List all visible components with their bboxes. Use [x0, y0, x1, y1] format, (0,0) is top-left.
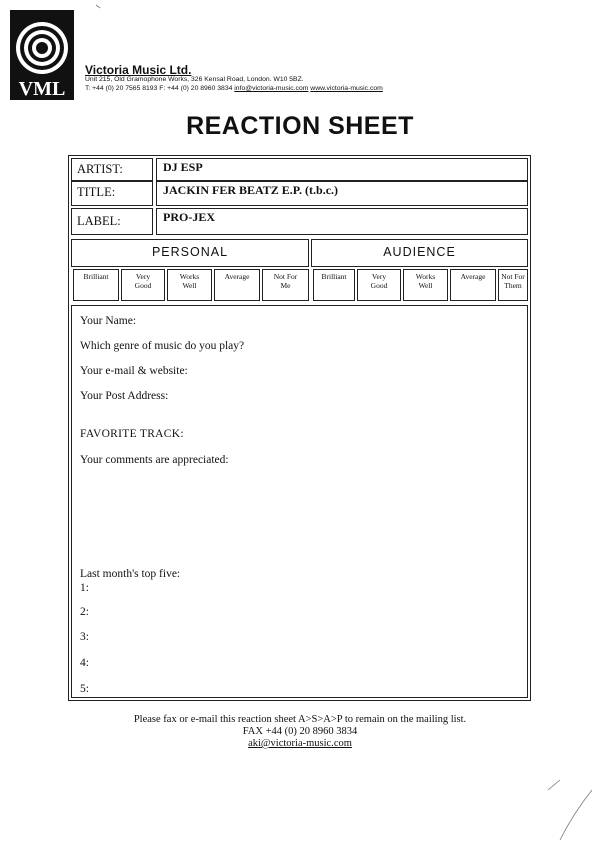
- audience-rating-very-good[interactable]: Very Good: [357, 269, 401, 301]
- personal-rating-brilliant[interactable]: Brilliant: [73, 269, 119, 301]
- audience-rating-brilliant[interactable]: Brilliant: [313, 269, 355, 301]
- top-five-number: 5:: [80, 683, 89, 695]
- favorite-track-label: FAVORITE TRACK:: [80, 428, 184, 440]
- top-five-number: 3:: [80, 631, 89, 643]
- top-five-number: 4:: [80, 657, 89, 669]
- title-value: JACKIN FER BEATZ E.P. (t.b.c.): [163, 183, 339, 197]
- label-value: PRO-JEX: [163, 210, 215, 224]
- audience-section-header: AUDIENCE: [311, 239, 528, 267]
- post-address-label: Your Post Address:: [80, 390, 169, 402]
- footer-fax: FAX +44 (0) 20 8960 3834: [242, 726, 358, 737]
- personal-rating-not-for-me[interactable]: Not For Me: [262, 269, 309, 301]
- top-five-label: Last month's top five:: [80, 568, 181, 580]
- page-title: REACTION SHEET: [186, 112, 414, 140]
- label-label: LABEL:: [77, 214, 121, 228]
- personal-rating-very-good[interactable]: Very Good: [121, 269, 165, 301]
- audience-rating-works-well[interactable]: Works Well: [403, 269, 448, 301]
- artist-value: DJ ESP: [163, 160, 203, 174]
- company-website-link[interactable]: www.victoria-music.com: [310, 85, 383, 92]
- footer-instructions: Please fax or e-mail this reaction sheet A>S>A>P to remain on the mailing list.: [133, 714, 467, 725]
- email-website-label: Your e-mail & website:: [80, 365, 188, 377]
- company-name: Victoria Music Ltd.: [85, 63, 192, 77]
- audience-rating-not-for-them[interactable]: Not For Them: [498, 269, 528, 301]
- personal-rating-average[interactable]: Average: [214, 269, 260, 301]
- your-name-label: Your Name:: [80, 315, 137, 327]
- title-label: TITLE:: [77, 185, 116, 199]
- audience-rating-average[interactable]: Average: [450, 269, 496, 301]
- genre-label: Which genre of music do you play?: [80, 340, 245, 352]
- company-email-link[interactable]: info@victoria-music.com: [234, 85, 309, 92]
- top-five-number: 2:: [80, 606, 89, 618]
- artist-label: ARTIST:: [77, 162, 123, 176]
- company-address: Unit 215, Old Gramophone Works, 326 Kensal Road, London. W10 5BZ.: [85, 76, 304, 83]
- phone-fax: T: +44 (0) 20 7565 8193 F: +44 (0) 20 8960 3834: [85, 85, 233, 92]
- comments-label: Your comments are appreciated:: [80, 454, 229, 466]
- top-five-number: 1:: [80, 582, 89, 594]
- personal-rating-works-well[interactable]: Works Well: [167, 269, 212, 301]
- svg-text:VML: VML: [18, 78, 66, 100]
- personal-section-header: PERSONAL: [71, 239, 309, 267]
- footer-email-link[interactable]: aki@victoria-music.com: [248, 738, 352, 749]
